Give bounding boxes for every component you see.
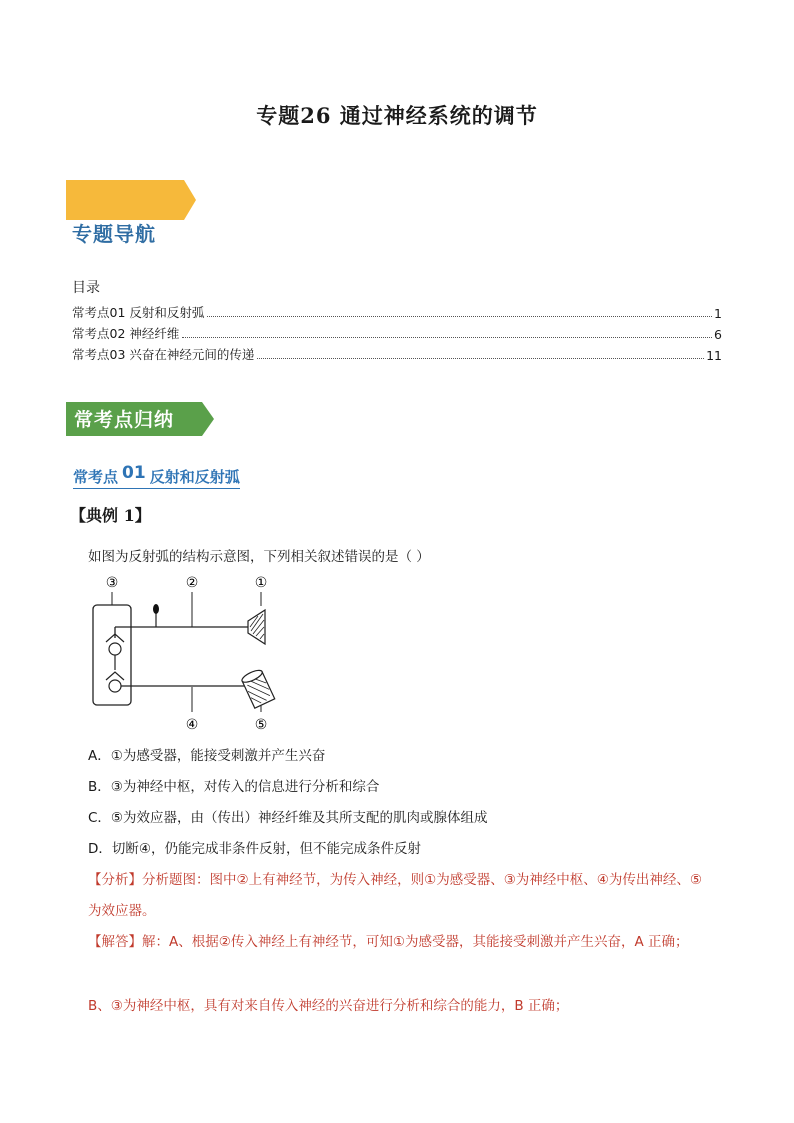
key-point-name: 反射和反射弧: [149, 468, 240, 486]
diagram-label-3: ③: [105, 575, 119, 591]
toc-item-label: 常考点02 神经纤维: [72, 326, 180, 341]
diagram-label-5: ⑤: [254, 717, 268, 733]
page-title: 专题26 通过神经系统的调节: [256, 103, 538, 128]
option-d: D．切断④，仍能完成非条件反射，但不能完成条件反射: [88, 841, 421, 857]
example-tag: 【典例 1】: [70, 506, 151, 525]
question-text: 如图为反射弧的结构示意图，下列相关叙述错误的是（ ）: [88, 549, 430, 565]
key-point-number: 01: [122, 463, 146, 483]
toc-leader: [182, 337, 712, 338]
toc-item-page: 1: [714, 306, 722, 321]
diagram-label-4: ④: [185, 717, 199, 733]
analysis-line-1: [88, 868, 702, 888]
ganglion: [153, 604, 159, 614]
toc-item-label: 常考点03 兴奋在神经元间的传递: [72, 347, 255, 362]
key-point-prefix: 常考点: [73, 468, 119, 486]
toc-item-page: 11: [706, 348, 722, 363]
key-point-title: [73, 463, 240, 489]
receptor-shape: [248, 610, 265, 644]
analysis-text-2: 为效应器。: [88, 903, 156, 919]
diagram-label-1: ①: [254, 575, 268, 591]
option-c: C．⑤为效应器，由（传出）神经纤维及其所支配的肌肉或腺体组成: [88, 810, 488, 826]
answer-text-2: B、③为神经中枢，具有对来自传入神经的兴奋进行分析和综合的能力，B 正确；: [88, 998, 569, 1014]
toc-item[interactable]: [72, 345, 722, 363]
effector-shape: [240, 668, 274, 708]
toc-heading: 目录: [72, 280, 100, 296]
answer-tag: 【解答】: [88, 934, 142, 950]
toc-leader: [207, 316, 712, 317]
nav-banner-title: 专题导航: [72, 222, 156, 246]
diagram-label-2: ②: [185, 575, 199, 591]
toc-item-page: 6: [714, 327, 722, 342]
toc-item[interactable]: [72, 324, 722, 342]
option-b: B．③为神经中枢，对传入的信息进行分析和综合: [88, 779, 380, 795]
nav-banner-shape: [66, 180, 196, 220]
answer-text-1: 解：A、根据②传入神经上有神经节，可知①为感受器，其能接受刺激并产生兴奋，A 正确；: [142, 934, 689, 950]
analysis-tag: 【分析】: [88, 872, 142, 888]
section-banner-title: 常考点归纳: [74, 409, 175, 431]
reflex-arc-diagram: [85, 572, 295, 734]
toc-item-label: 常考点01 反射和反射弧: [72, 305, 205, 320]
toc-item[interactable]: [72, 303, 722, 321]
answer-line-1: [88, 930, 688, 950]
toc-leader: [257, 358, 704, 359]
option-a: A．①为感受器，能接受刺激并产生兴奋: [88, 748, 326, 764]
analysis-text-1: 分析题图：图中②上有神经节，为传入神经，则①为感受器、③为神经中枢、④为传出神经、⑤: [142, 872, 703, 888]
